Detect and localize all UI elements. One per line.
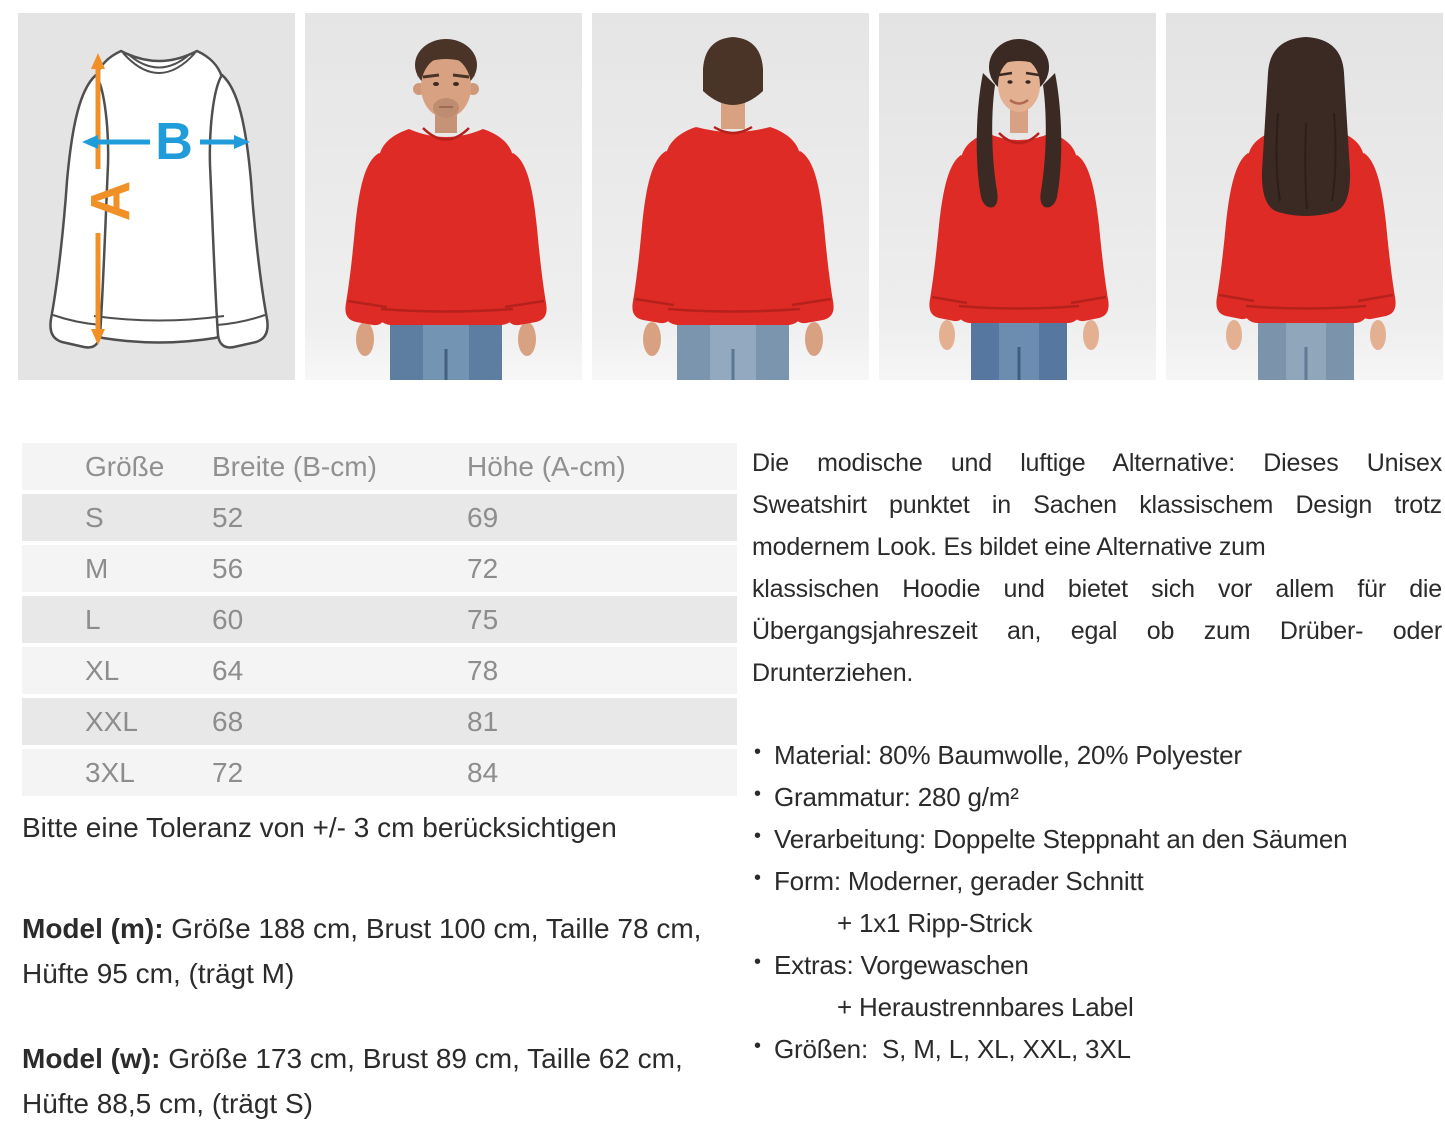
feature-text: Extras: Vorgewaschen [774,950,1029,980]
cell-height: 69 [467,501,499,533]
feature-item [752,950,1442,992]
cell-size: 3XL [85,756,135,788]
col-header-width: Breite (B-cm) [212,450,377,482]
model-m-note [22,906,737,996]
table-row [22,596,737,643]
description-line: modernem Look. Es bildet eine Alternative zum [752,533,1266,561]
table-row [22,698,737,745]
cell-size: M [85,552,109,584]
model-m-line1: Größe 188 cm, Brust 100 cm, Taille 78 cm, [163,913,702,944]
feature-item-continuation [752,908,1442,950]
feature-text: + 1x1 Ripp-Strick [837,908,1033,938]
col-header-height: Höhe (A-cm) [467,450,626,482]
table-row [22,749,737,796]
cell-width: 60 [212,603,244,635]
feature-text: Grammatur: 280 g/m² [774,782,1019,812]
measure-label-b: B [155,113,193,171]
sweatshirt-measure-diagram [18,13,295,380]
feature-item [752,740,1442,782]
cell-height: 81 [467,705,499,737]
cell-width: 64 [212,654,244,686]
woman-back-illustration [1166,13,1443,380]
description-line: Sweatshirt punktet in Sachen klassischem Design trotz [752,491,1442,519]
cell-size: S [85,501,104,533]
feature-list [752,740,1442,1076]
bullet-icon: • [754,741,761,763]
size-diagram-image [18,13,295,380]
cell-size: XXL [85,705,138,737]
cell-size: XL [85,654,120,686]
cell-width: 52 [212,501,244,533]
bullet-icon: • [754,951,761,973]
man-front-illustration [305,13,582,380]
cell-height: 72 [467,552,499,584]
bullet-icon: • [754,867,761,889]
feature-text: Form: Moderner, gerader Schnitt [774,866,1144,896]
feature-item-continuation [752,992,1442,1034]
model-w-note [22,1036,737,1126]
table-row [22,494,737,541]
cell-width: 56 [212,552,244,584]
table-row [22,545,737,592]
man-back-illustration [592,13,869,380]
product-image-gallery [18,13,1443,380]
tolerance-note: Bitte eine Toleranz von +/- 3 cm berücksichtigen [22,812,617,843]
cell-height: 75 [467,603,499,635]
photo-model-woman-front [879,13,1156,380]
feature-item [752,782,1442,824]
col-header-size: Größe [85,450,165,482]
measure-label-a: A [78,180,142,222]
description-line: Übergangsjahreszeit an, egal ob zum Drüber- oder [752,617,1442,645]
product-description [752,449,1442,701]
size-table-header [22,443,737,490]
photo-model-man-back [592,13,869,380]
size-table [22,443,737,796]
cell-size: L [85,603,101,635]
feature-item [752,824,1442,866]
model-m-line2: Hüfte 95 cm, (trägt M) [22,958,295,989]
bullet-icon: • [754,783,761,805]
cell-width: 68 [212,705,244,737]
description-line: klassischen Hoodie und bietet sich vor allem für die [752,575,1442,603]
feature-text: Größen: S, M, L, XL, XXL, 3XL [774,1034,1131,1064]
model-w-line2: Hüfte 88,5 cm, (trägt S) [22,1088,313,1119]
feature-item [752,1034,1442,1076]
description-line: Die modische und luftige Alternative: Dieses Unisex [752,449,1442,477]
feature-text: Material: 80% Baumwolle, 20% Polyester [774,740,1242,770]
model-w-label: Model (w): [22,1043,161,1074]
bullet-icon: • [754,1035,761,1057]
model-w-line1: Größe 173 cm, Brust 89 cm, Taille 62 cm, [160,1043,683,1074]
model-m-label: Model (m): [22,913,164,944]
feature-text: Verarbeitung: Doppelte Steppnaht an den Säumen [774,824,1348,854]
cell-width: 72 [212,756,244,788]
photo-model-woman-back [1166,13,1443,380]
cell-height: 78 [467,654,499,686]
cell-height: 84 [467,756,499,788]
description-line: Drunterziehen. [752,659,914,687]
feature-text: + Heraustrennbares Label [837,992,1134,1022]
photo-model-man-front [305,13,582,380]
woman-front-illustration [879,13,1156,380]
bullet-icon: • [754,825,761,847]
table-row [22,647,737,694]
feature-item [752,866,1442,908]
